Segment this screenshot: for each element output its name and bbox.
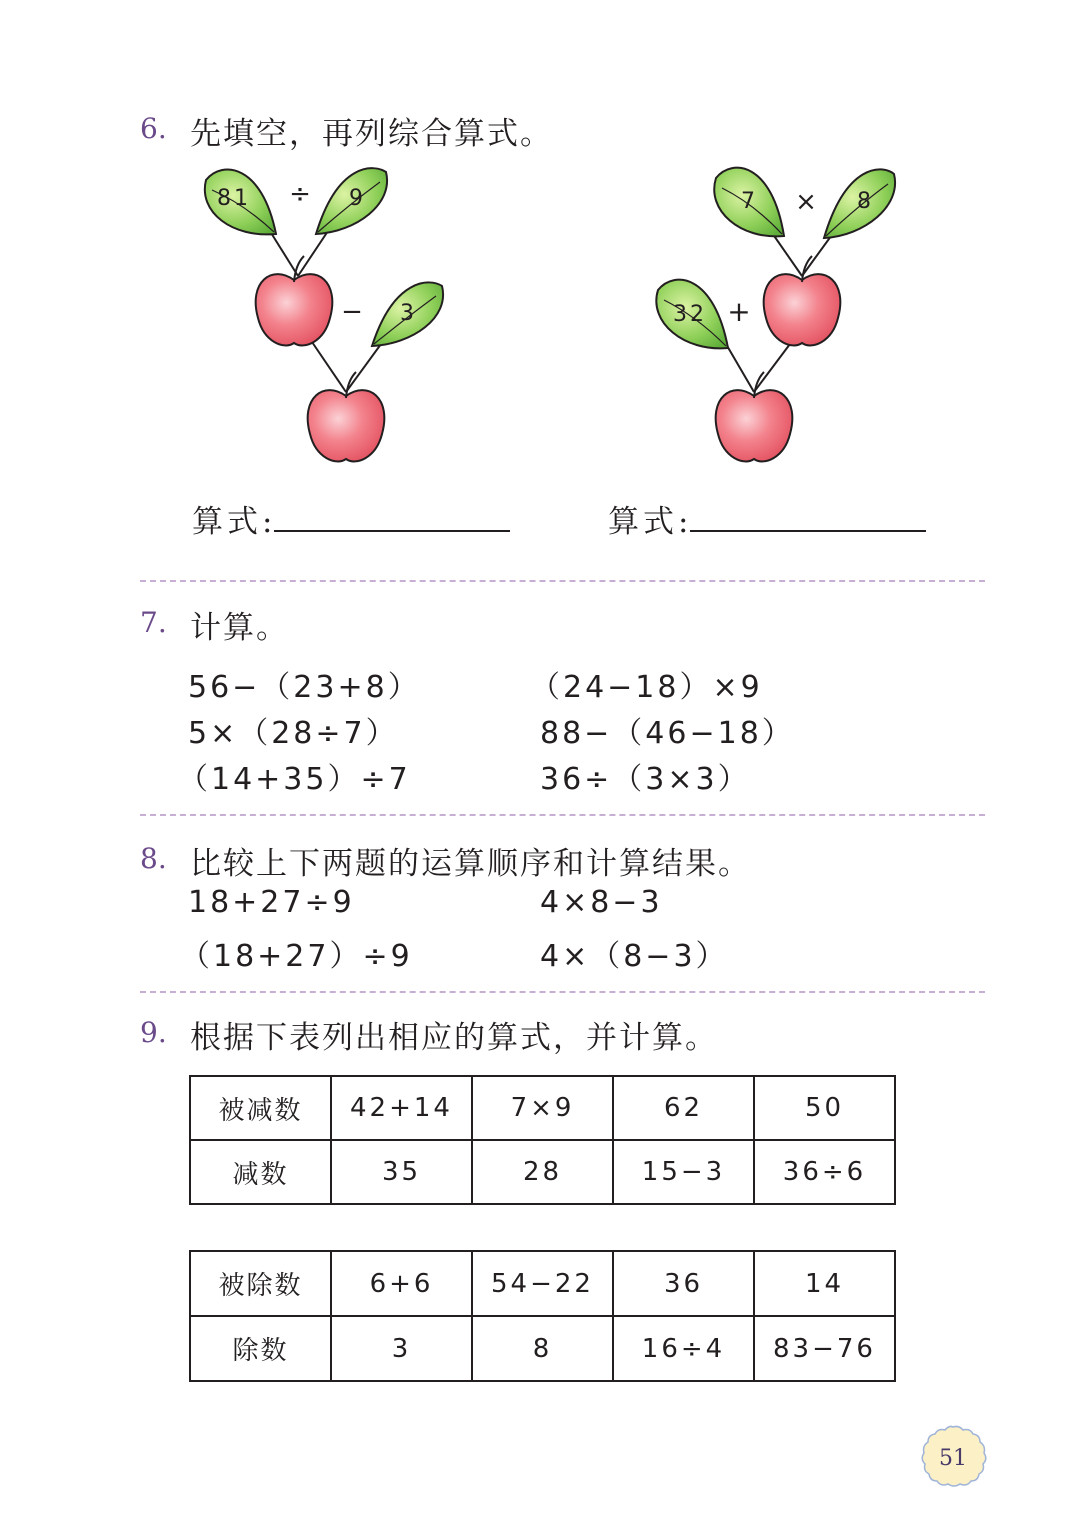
operator-symbol: × <box>795 187 817 217</box>
table-row <box>190 1316 895 1381</box>
question-6-instruction: 先填空，再列综合算式。 <box>190 116 553 152</box>
section-divider <box>140 814 985 816</box>
expression: 18+27÷9 <box>188 885 355 920</box>
question-number-7: 7. <box>140 606 167 639</box>
right-apple-tree <box>656 168 895 462</box>
table-cell: 50 <box>754 1076 895 1140</box>
expression: （18+27）÷9 <box>180 939 413 974</box>
answer-label-right: 算式: <box>608 504 693 540</box>
table-row <box>190 1140 895 1204</box>
operator-symbol: − <box>341 297 363 327</box>
table-cell: 15−3 <box>613 1140 754 1204</box>
section-divider <box>140 580 985 582</box>
leaf-number: 7 <box>741 189 755 214</box>
expression: （14+35）÷7 <box>178 762 411 797</box>
apple <box>716 372 793 461</box>
leaf-number: 3 <box>400 301 414 326</box>
table-cell: 83−76 <box>754 1316 895 1381</box>
table-cell: 16÷4 <box>613 1316 754 1381</box>
table-cell: 42+14 <box>331 1076 472 1140</box>
question-number-9: 9. <box>140 1016 167 1049</box>
table-cell: 7×9 <box>472 1076 613 1140</box>
table-cell: 除数 <box>190 1316 331 1381</box>
table-cell: 54−22 <box>472 1251 613 1316</box>
operator-symbol: ÷ <box>289 179 311 209</box>
apple-tree-diagrams <box>0 0 1080 480</box>
question-9-instruction: 根据下表列出相应的算式，并计算。 <box>190 1020 718 1056</box>
table-cell: 3 <box>331 1316 472 1381</box>
table-cell: 被除数 <box>190 1251 331 1316</box>
table-cell: 被减数 <box>190 1076 331 1140</box>
table-row <box>190 1076 895 1140</box>
table-cell: 62 <box>613 1076 754 1140</box>
operator-symbol: + <box>727 295 751 328</box>
apple <box>764 256 841 345</box>
answer-label-left: 算式: <box>192 504 277 540</box>
expression: 4×8−3 <box>540 885 663 920</box>
expression: 56−（23+8） <box>188 670 421 705</box>
leaf-number: 9 <box>349 186 363 211</box>
table-cell: 35 <box>331 1140 472 1204</box>
leaf-number: 8 <box>857 189 871 214</box>
question-number-8: 8. <box>140 842 167 875</box>
page-number: 51 <box>939 1446 967 1471</box>
section-divider <box>140 991 985 993</box>
expression: 4×（8−3） <box>540 939 729 974</box>
division-table <box>189 1250 896 1382</box>
question-8-instruction: 比较上下两题的运算顺序和计算结果。 <box>190 846 751 882</box>
answer-line-left[interactable] <box>274 530 510 532</box>
page-number-badge <box>918 1424 988 1488</box>
leaf-number: 32 <box>673 302 707 327</box>
table-cell: 36 <box>613 1251 754 1316</box>
table-row <box>190 1251 895 1316</box>
subtraction-table <box>189 1075 896 1205</box>
table-cell: 14 <box>754 1251 895 1316</box>
apple <box>308 372 385 461</box>
table-cell: 减数 <box>190 1140 331 1204</box>
table-cell: 8 <box>472 1316 613 1381</box>
expression: 36÷（3×3） <box>540 762 751 797</box>
answer-line-right[interactable] <box>690 530 926 532</box>
expression: 5×（28÷7） <box>188 716 399 751</box>
table-cell: 6+6 <box>331 1251 472 1316</box>
question-7-instruction: 计算。 <box>190 610 289 646</box>
question-number-6: 6. <box>140 112 167 145</box>
expression: 88−（46−18） <box>540 716 795 751</box>
table-cell: 28 <box>472 1140 613 1204</box>
leaf-number: 81 <box>217 186 251 211</box>
expression: （24−18）×9 <box>530 670 763 705</box>
left-apple-tree <box>205 168 443 461</box>
table-cell: 36÷6 <box>754 1140 895 1204</box>
